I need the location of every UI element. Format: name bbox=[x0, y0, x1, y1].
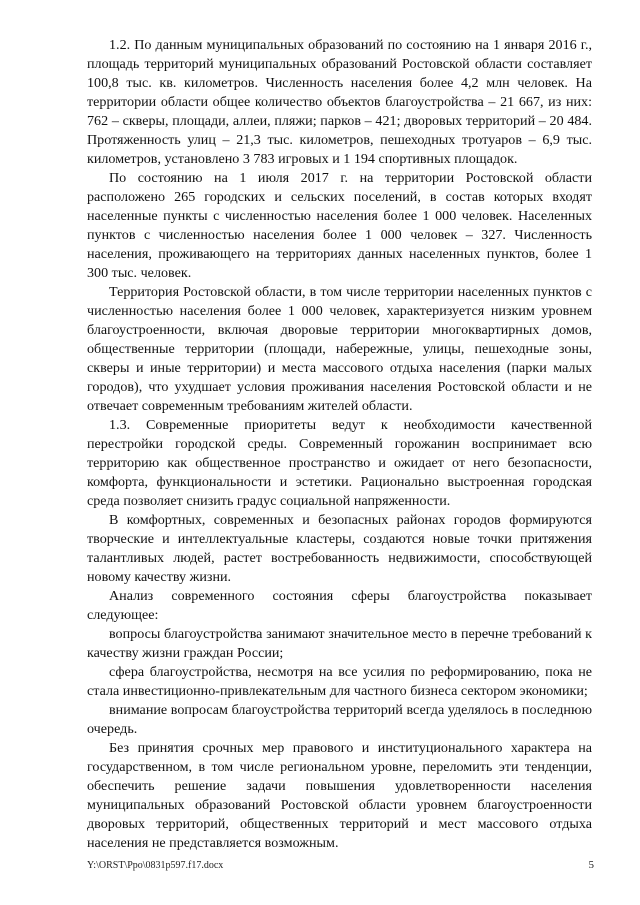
paragraph-territory-stats: 1.2. По данным муниципальных образований по состоянию на 1 января 2016 г., площадь территорий муниципальных образований Ростовской области составляет 100,8 тыс. кв. километров. Численность населения более 4,2 млн человек. На территории области общее количество объектов благоустройства – 21 667, из них: 762 – скверы, площади, аллеи, пляжи; парков – 421; дворовых территорий – 20 484. Протяженность улиц – 21,3 тыс. километров, пешеходных тротуаров – 6,9 тыс. километров, установлено 3 783 игровых и 1 194 спортивных площадок. bbox=[87, 37, 592, 167]
paragraph-analysis-item-1: вопросы благоустройства занимают значительное место в перечне требований к качеству жизни граждан России; bbox=[87, 626, 592, 661]
page-number: 5 bbox=[588, 859, 594, 871]
paragraph-modern-priorities: 1.3. Современные приоритеты ведут к необходимости качественной перестройки городской среды. Современный горожанин воспринимает всю территорию как общественное пространство и ожидает от него безопасности, комфорта, функциональности и эстетики. Рационально выстроенная городская среда позволяет снизить градус социальной напряженности. bbox=[87, 417, 592, 509]
footer-file-path: Y:\ORST\Ppo\0831p597.f17.docx bbox=[87, 860, 224, 871]
paragraph-analysis-item-2: сфера благоустройства, несмотря на все усилия по реформированию, пока не стала инвестиционно-привлекательным для частного бизнеса сектором экономики; bbox=[87, 664, 592, 699]
document-body bbox=[87, 36, 592, 853]
paragraph-analysis-intro: Анализ современного состояния сферы благоустройства показывает следующее: bbox=[87, 588, 592, 623]
paragraph-analysis-item-3: внимание вопросам благоустройства территорий всегда уделялось в последнюю очередь. bbox=[87, 702, 592, 737]
paragraph-creative-clusters: В комфортных, современных и безопасных районах городов формируются творческие и интеллектуальные кластеры, создаются новые точки притяжения талантливых людей, растет востребованность недвижимости, способствующей новому качеству жизни. bbox=[87, 512, 592, 585]
paragraph-low-improvement: Территория Ростовской области, в том числе территории населенных пунктов с численностью населения более 1 000 человек, характеризуется низким уровнем благоустроенности, включая дворовые территории многоквартирных домов, общественные территории (площади, набережные, улицы, пешеходные зоны, скверы и иные территории) и места массового отдыха населения (парки малых городов), что ухудшает условия проживания населения Ростовской области и не отвечает современным требованиям жителей области. bbox=[87, 284, 592, 414]
paragraph-settlements: По состоянию на 1 июля 2017 г. на территории Ростовской области расположено 265 городских и сельских поселений, в состав которых входят населенные пункты с численностью населения более 1 000 человек. Населенных пунктов с численностью населения более 1 000 человек – 327. Численность населения, проживающего на территориях данных населенных пунктов, более 1 300 тыс. человек. bbox=[87, 170, 592, 281]
paragraph-conclusion: Без принятия срочных мер правового и институционального характера на государственном, в том числе региональном уровне, переломить эти тенденции, обеспечить решение задачи повышения удовлетворенности населения муниципальных образований Ростовской области уровнем благоустроенности дворовых территорий, общественных территорий и мест массового отдыха населения не представляется возможным. bbox=[87, 740, 592, 851]
